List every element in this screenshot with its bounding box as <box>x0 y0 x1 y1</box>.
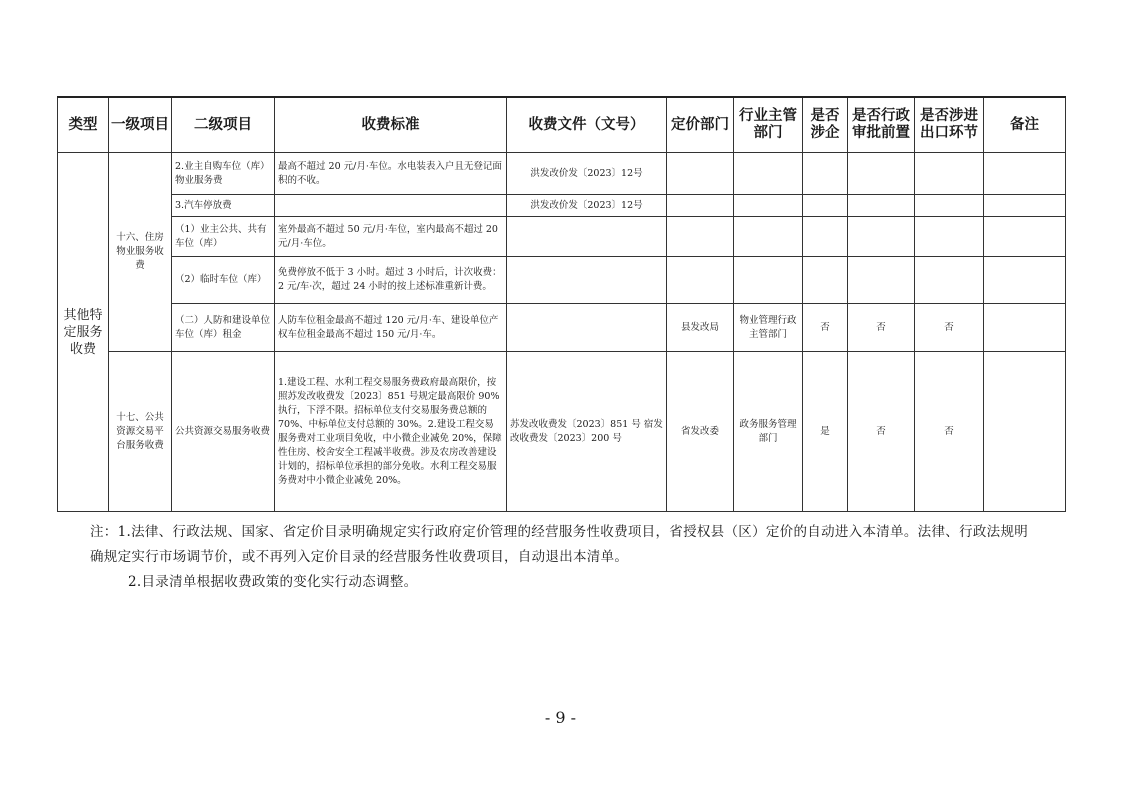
level2-cell: （二）人防和建设单位车位（库）租金 <box>172 304 275 352</box>
standard-cell <box>275 195 507 217</box>
document-cell <box>507 257 667 304</box>
industry-dept-cell: 政务服务管理部门 <box>734 352 803 512</box>
level2-cell: 2.业主自购车位（库）物业服务费 <box>172 153 275 195</box>
approval-cell: 否 <box>848 352 915 512</box>
note-2: 2.目录清单根据收费政策的变化实行动态调整。 <box>128 574 418 590</box>
header-standard: 收费标准 <box>275 97 507 153</box>
table-row <box>58 257 1066 304</box>
pricing-dept-cell: 省发改委 <box>667 352 734 512</box>
level2-cell: （1）业主公共、共有车位（库） <box>172 217 275 257</box>
standard-cell: 最高不超过 20 元/月·车位。水电装表入户且无登记面积的不收。 <box>275 153 507 195</box>
level2-cell: 公共资源交易服务收费 <box>172 352 275 512</box>
table-row <box>58 217 1066 257</box>
standard-cell: 室外最高不超过 50 元/月·车位，室内最高不超过 20 元/月·车位。 <box>275 217 507 257</box>
header-remark: 备注 <box>984 97 1066 153</box>
header-import-export: 是否涉进出口环节 <box>915 97 984 153</box>
note-1: 注：1.法律、行政法规、国家、省定价目录明确规定实行政府定价管理的经营服务性收费项目，省授权县（区）定价的自动进入本清单。法律、行政法规明确规定实行市场调节价，或不再列入定价目录的经营服务性收费项目，自动退出本清单。 <box>90 524 1029 565</box>
group16-level1: 十六、住房物业服务收费 <box>109 153 172 352</box>
fee-table <box>57 96 1066 512</box>
enterprise-cell: 是 <box>803 352 848 512</box>
document-cell: 洪发改价发〔2023〕12号 <box>507 153 667 195</box>
header-type: 类型 <box>58 97 109 153</box>
header-enterprise: 是否涉企 <box>803 97 848 153</box>
header-level2: 二级项目 <box>172 97 275 153</box>
standard-cell: 人防车位租金最高不超过 120 元/月·车、建设单位产权车位租金最高不超过 150 元/月·车。 <box>275 304 507 352</box>
document-cell <box>507 217 667 257</box>
page-number: - 9 - <box>544 708 577 727</box>
import-export-cell: 否 <box>915 352 984 512</box>
standard-cell: 1.建设工程、水利工程交易服务费政府最高限价，按照苏发改收费发〔2023〕851 号规定最高限价 90%执行，下浮不限。招标单位支付交易服务费总额的 70%、中标单位支付总额的 30%。2.建设工程交易服务费对工业项目免收，中小微企业减免 20%，保障性住房、校舍安全工程减半收费。涉及农房改善建设计划的，招标单位承担的部分免收。水利工程交易服务费对中小微企业减免 20%。 <box>275 352 507 512</box>
document-cell <box>507 304 667 352</box>
notes-section <box>90 520 1040 595</box>
header-pricing-dept: 定价部门 <box>667 97 734 153</box>
enterprise-cell: 否 <box>803 304 848 352</box>
table-row <box>58 195 1066 217</box>
document-cell: 洪发改价发〔2023〕12号 <box>507 195 667 217</box>
table-row <box>58 153 1066 195</box>
industry-dept-cell: 物业管理行政主管部门 <box>734 304 803 352</box>
header-document: 收费文件（文号） <box>507 97 667 153</box>
level2-cell: 3.汽车停放费 <box>172 195 275 217</box>
header-level1: 一级项目 <box>109 97 172 153</box>
table-row <box>58 352 1066 512</box>
header-industry-dept: 行业主管部门 <box>734 97 803 153</box>
header-approval: 是否行政审批前置 <box>848 97 915 153</box>
level2-cell: （2）临时车位（库） <box>172 257 275 304</box>
table-header-row <box>58 97 1066 153</box>
group17-level1: 十七、公共资源交易平台服务收费 <box>109 352 172 512</box>
document-cell: 苏发改收费发〔2023〕851 号 宿发改收费发〔2023〕200 号 <box>507 352 667 512</box>
import-export-cell: 否 <box>915 304 984 352</box>
table-row <box>58 304 1066 352</box>
approval-cell: 否 <box>848 304 915 352</box>
standard-cell: 免费停放不低于 3 小时。超过 3 小时后，计次收费：2 元/车·次，超过 24 小时的按上述标准重新计费。 <box>275 257 507 304</box>
pricing-dept-cell: 县发改局 <box>667 304 734 352</box>
category-cell: 其他特定服务收费 <box>58 153 109 512</box>
